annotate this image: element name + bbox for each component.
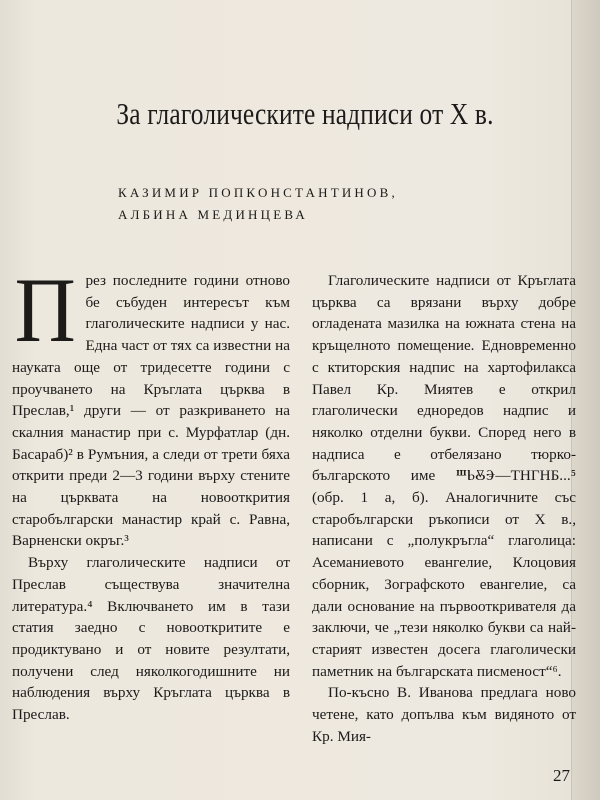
- paragraph: Глаголическите надписи от Кръглата църква са врязани върху добре огладената мазилка на южната стена на кръщелното помещение. Едновременно с ктиторския надпис на хартофилакса Павел Кр. Миятев е открил глаголически едноредов надпис и няколко отделни букви. Според него в надписа е отбелязано тюрко-българското име ⰞⰓⰋⰅ—ТНГНБ...⁵ (обр. 1 а, б). Аналогичните със старобългарски ръкописи от X в., написани с „полукръгла“ глаголица: Асеманиевото евангелие, Клоцовия сборник, Зографското евангелие, са дали основание на първооткривателя да заключи, че „тези няколко букви са най-старият известен досега глаголически паметник на българската писменост“⁶.: [312, 272, 576, 680]
- drop-cap: П: [14, 259, 76, 361]
- left-column: [12, 259, 290, 726]
- paragraph: Върху глаголическите надписи от Преслав съществува значителна литература.⁴ Включването им в тази статия заедно с новооткритите е продиктувано и от новите резултати, получени след няколкогодишните ни наблюдения върху Кръглата църква в Преслав.: [12, 554, 290, 724]
- paragraph: рез последните години отново бе събуден интересът към глаголическите надписи у нас. Една част от тях са известни на науката още от тридесетте години с проучването на Кръглата църква в Преслав,¹ други — от разкриването на скалния манастир при с. Мурфатлар (дн. Басараб)² в Румъния, а следи от трети бяха открити преди 2—3 години върху стените на църквата на новооткрития старобългарски манастир край с. Равна, Варненски окръг.³: [12, 272, 290, 550]
- author-list: [118, 182, 398, 226]
- paragraph: По-късно В. Иванова предлага ново четене, като допълва към видяното от Кр. Мия-: [312, 684, 576, 745]
- author-name: АЛБИНА МЕДИНЦЕВА: [118, 207, 308, 222]
- right-column: [312, 270, 576, 747]
- author-name: КАЗИМИР ПОПКОНСТАНТИНОВ,: [118, 185, 398, 200]
- article-title: За глаголическите надписи от X в.: [116, 96, 494, 131]
- page-number: 27: [553, 766, 570, 785]
